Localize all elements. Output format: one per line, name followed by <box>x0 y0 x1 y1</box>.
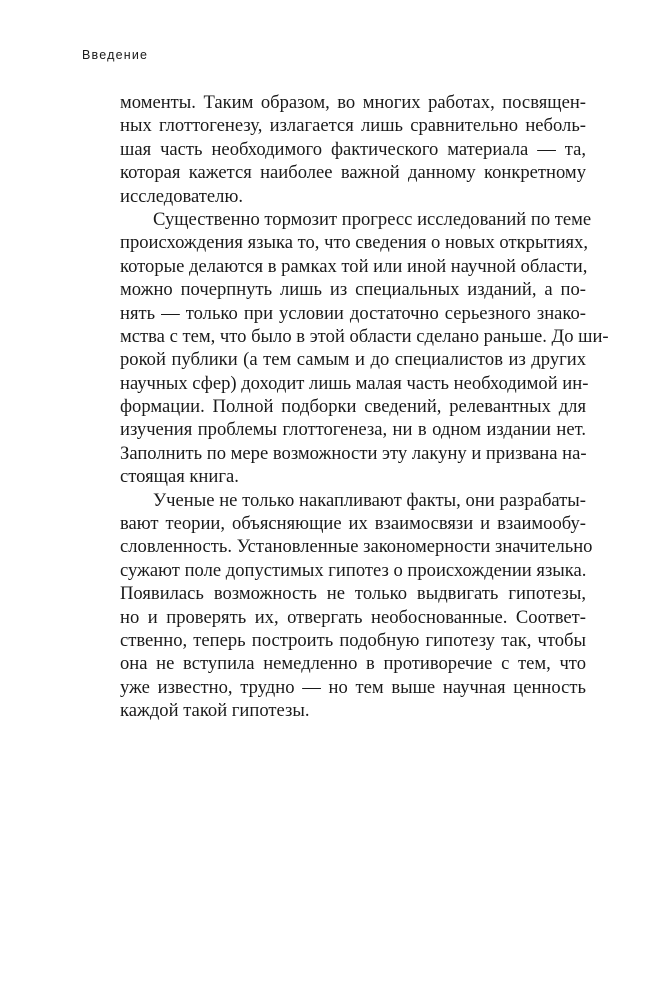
text-line: словленность. Установленные закономерности значительно <box>120 536 593 558</box>
text-line: можно почерпнуть лишь из специальных изданий, а по- <box>120 279 586 301</box>
text-line: сужают поле допустимых гипотез о происхождении языка. <box>120 559 587 581</box>
text-line: Существенно тормозит прогресс исследований по теме <box>153 208 592 230</box>
paragraph-3 <box>120 489 593 723</box>
text-line: рокой публики (а тем самым и до специалистов из других <box>120 349 586 371</box>
text-line: Ученые не только накапливают факты, они разрабаты- <box>153 489 586 511</box>
text-line: каждой такой гипотезы. <box>120 700 310 722</box>
text-line: она не вступила немедленно в противоречие с тем, что <box>120 653 586 675</box>
text-line: ственно, теперь построить подобную гипотезу так, чтобы <box>120 629 586 651</box>
text-line: исследователю. <box>120 185 244 207</box>
text-line: которые делаются в рамках той или иной научной области, <box>120 255 588 277</box>
text-line: ных глоттогенезу, излагается лишь сравнительно неболь- <box>120 115 586 137</box>
text-line: Появилась возможность не только выдвигать гипотезы, <box>120 583 586 605</box>
text-line: мства с тем, что было в этой области сделано раньше. До ши- <box>120 325 609 347</box>
text-line: уже известно, трудно — но тем выше научная ценность <box>120 676 586 698</box>
text-line: стоящая книга. <box>120 466 239 488</box>
text-line: формации. Полной подборки сведений, релевантных для <box>120 396 586 418</box>
text-line: но и проверять их, отвергать необоснованные. Соответ- <box>120 606 586 628</box>
paragraph-2 <box>120 208 609 489</box>
text-line: вают теории, объясняющие их взаимосвязи и взаимообу- <box>120 513 586 535</box>
text-line: которая кажется наиболее важной данному конкретному <box>120 162 586 184</box>
text-line: моменты. Таким образом, во многих работах, посвящен- <box>120 92 586 113</box>
paragraph-1 <box>120 91 586 208</box>
running-head: Введение <box>82 48 149 62</box>
text-line: нять — только при условии достаточно серьезного знако- <box>120 302 586 324</box>
text-line: происхождения языка то, что сведения о новых открытиях, <box>120 232 589 254</box>
body-text <box>120 91 609 723</box>
text-line: научных сфер) доходит лишь малая часть необходимой ин- <box>120 372 589 394</box>
text-line: изучения проблемы глоттогенеза, ни в одном издании нет. <box>120 419 586 441</box>
text-line: Заполнить по мере возможности эту лакуну и призвана на- <box>120 442 587 464</box>
text-line: шая часть необходимого фактического материала — та, <box>120 138 586 160</box>
